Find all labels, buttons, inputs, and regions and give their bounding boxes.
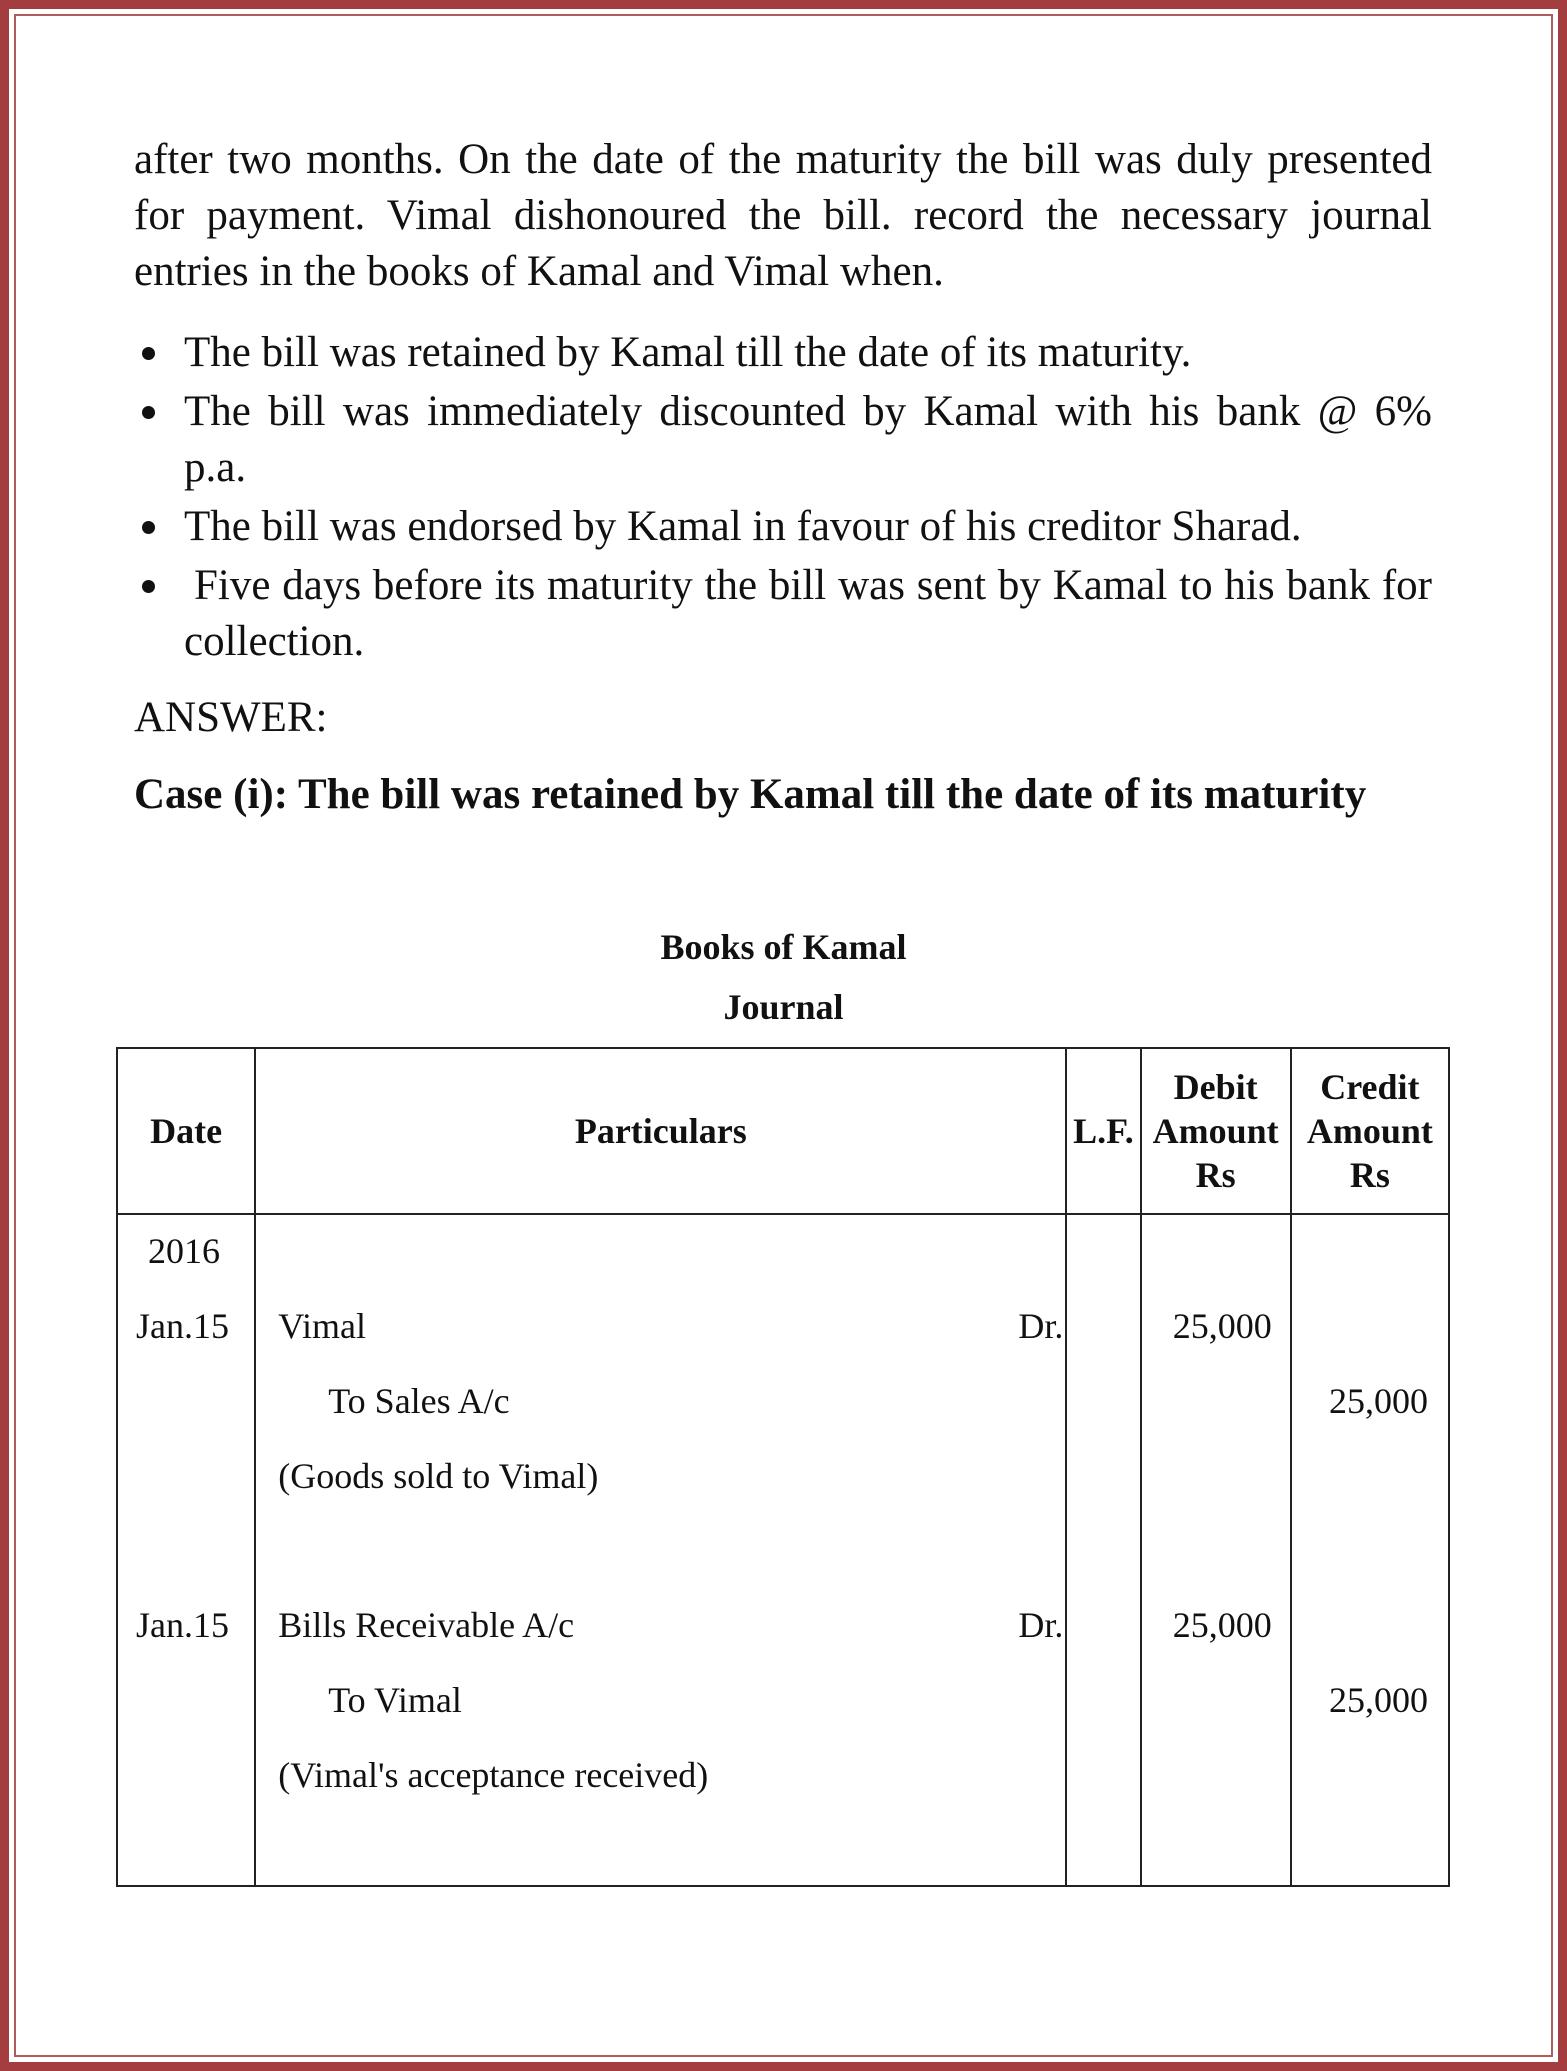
entry-2-debit-amount: 25,000 [1172, 1605, 1272, 1645]
list-item [134, 384, 1432, 496]
entry-1-credit-account: To Sales A/c [328, 1381, 510, 1421]
journal-table [116, 1047, 1450, 1887]
debit-column [1141, 1214, 1291, 1886]
list-item [134, 558, 1432, 670]
list-item [134, 499, 1432, 555]
entry-2-date: Jan.15 [136, 1605, 229, 1645]
header-credit-amount [1291, 1048, 1449, 1214]
entry-2-credit-account: To Vimal [328, 1680, 462, 1720]
header-debit-line3: Rs [1195, 1155, 1236, 1195]
case-list [134, 325, 1432, 673]
header-debit-line2: Amount [1152, 1111, 1279, 1151]
entry-1-date: Jan.15 [136, 1306, 229, 1346]
bullet-icon [142, 347, 155, 360]
intro-paragraph: after two months. On the date of the maturity the bill was duly presented for payment. Vimal dishonoured the bill. record the necessary journal entries in the books of Kamal and Vimal when. [134, 136, 1432, 295]
answer-label: ANSWER: [134, 694, 328, 741]
year-label: 2016 [148, 1231, 220, 1271]
table-header-row [117, 1048, 1449, 1214]
entry-2-credit-amount: 25,000 [1329, 1680, 1428, 1720]
list-item-text: Five days before its maturity the bill was sent by Kamal to his bank for collection. [184, 562, 1432, 665]
case-title: Case (i): The bill was retained by Kamal till the date of its maturity [134, 771, 1367, 818]
header-debit-amount [1141, 1048, 1291, 1214]
table-row [117, 1214, 1449, 1886]
lf-column [1066, 1214, 1140, 1886]
entry-1-narration: (Goods sold to Vimal) [278, 1456, 599, 1496]
bullet-icon [142, 406, 155, 419]
entry-1-debit-amount: 25,000 [1172, 1306, 1272, 1346]
book-title: Books of Kamal [660, 927, 907, 967]
header-credit-line2: Amount [1306, 1111, 1433, 1151]
list-item-text: The bill was endorsed by Kamal in favour of his creditor Sharad. [184, 503, 1302, 550]
header-debit-line1: Debit [1173, 1067, 1258, 1107]
entry-2-narration: (Vimal's acceptance received) [278, 1755, 709, 1795]
bullet-icon [142, 521, 155, 534]
entry-1-credit-amount: 25,000 [1329, 1381, 1428, 1421]
entry-2-dr-mark: Dr. [1018, 1605, 1064, 1645]
header-lf: L.F. [1066, 1048, 1140, 1214]
list-item [134, 325, 1432, 381]
entry-2-debit-account: Bills Receivable A/c [278, 1605, 575, 1645]
header-date: Date [117, 1048, 255, 1214]
list-item-text: The bill was retained by Kamal till the date of its maturity. [184, 329, 1192, 376]
credit-column [1291, 1214, 1449, 1886]
header-credit-line1: Credit [1320, 1067, 1420, 1107]
journal-title: Journal [723, 987, 844, 1027]
list-item-text: The bill was immediately discounted by Kamal with his bank @ 6% p.a. [184, 388, 1432, 491]
header-credit-line3: Rs [1349, 1155, 1390, 1195]
particulars-column [255, 1214, 1066, 1886]
bullet-icon [142, 580, 155, 593]
header-particulars: Particulars [255, 1048, 1066, 1214]
entry-1-debit-account: Vimal [278, 1306, 367, 1346]
entry-1-dr-mark: Dr. [1018, 1306, 1064, 1346]
date-column [117, 1214, 255, 1886]
